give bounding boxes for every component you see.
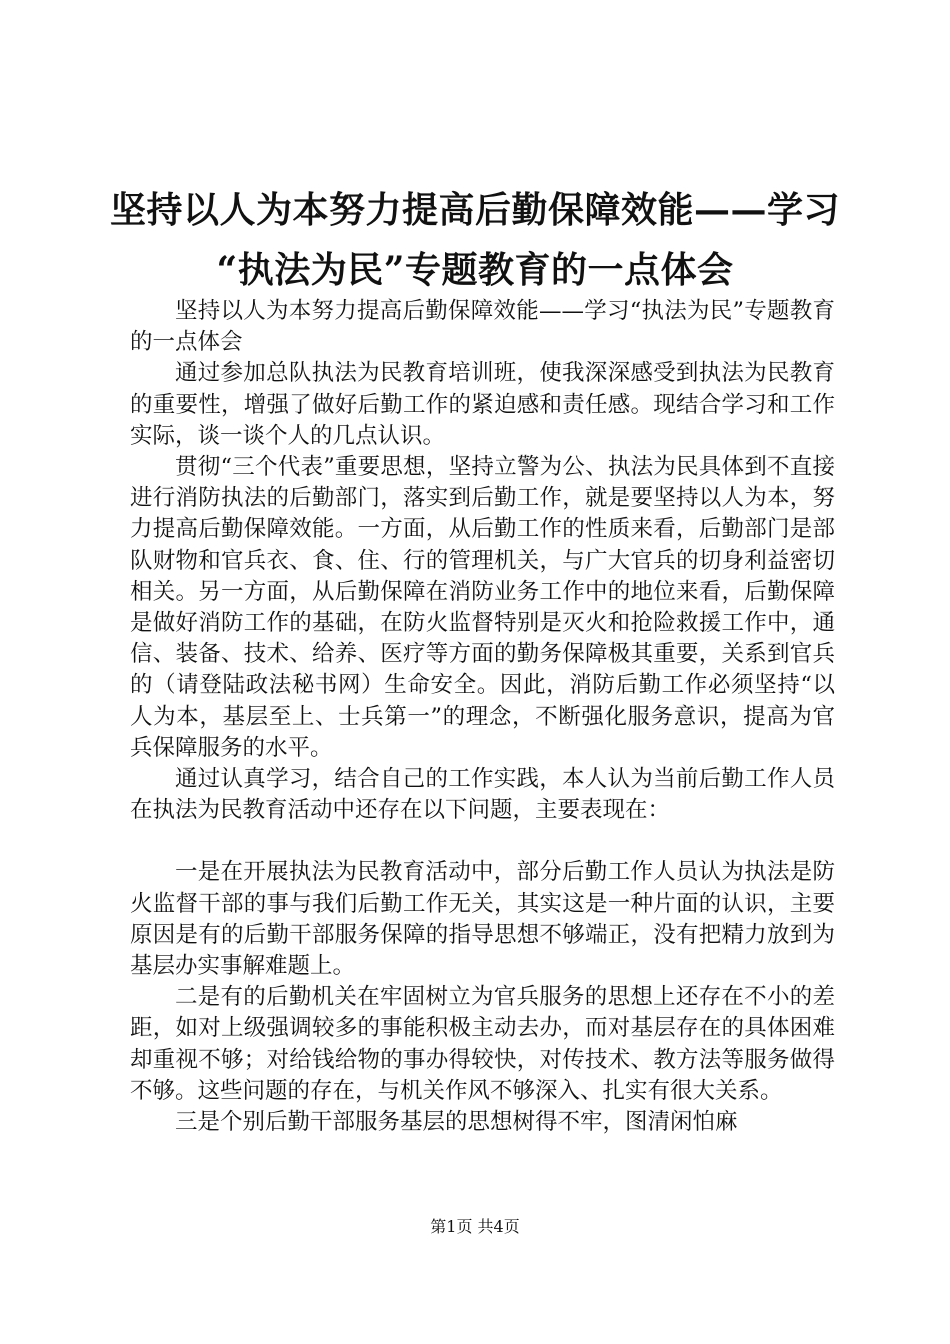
paragraph-significance: 贯彻“三个代表”重要思想，坚持立警为公、执法为民具体到不直接进行消防执法的后勤部门，落实到后勤工作，就是要坚持以人为本，努力提高后勤保障效能。一方面，从后勤工作的性质来看，后勤部门是部队财物和官兵衣、食、住、行的管理机关，与广大官兵的切身利益密切相关。另一方面，从后勤保障在消防业务工作中的地位来看，后勤保障是做好消防工作的基础，在防火监督特别是灭火和抢险救援工作中，通信、装备、技术、给养、医疗等方面的勤务保障极其重要，关系到官兵的（请登陆政法秘书网）生命安全。因此，消防后勤工作必须坚持“以人为本，基层至上、士兵第一”的理念，不断强化服务意识，提高为官兵保障服务的水平。	[130, 454, 835, 761]
page-number-footer: 第1页 共4页	[430, 1217, 520, 1236]
paragraph-problems-lead: 通过认真学习，结合自己的工作实践，本人认为当前后勤工作人员在执法为民教育活动中还存在以下问题，主要表现在：	[130, 766, 835, 824]
paragraph-intro: 通过参加总队执法为民教育培训班，使我深深感受到执法为民教育的重要性，增强了做好后勤工作的紧迫感和责任感。现结合学习和工作实际，谈一谈个人的几点认识。	[130, 360, 835, 449]
paragraph-problem-one: 一是在开展执法为民教育活动中，部分后勤工作人员认为执法是防火监督干部的事与我们后勤工作无关，其实这是一种片面的认识，主要原因是有的后勤干部服务保障的指导思想不够端正，没有把精力放到为基层办实事解难题上。	[130, 859, 835, 980]
document-title-line-2: “执法为民”专题教育的一点体会	[216, 249, 734, 291]
paragraph-problem-three: 三是个别后勤干部服务基层的思想树得不牢，图清闲怕麻	[175, 1109, 738, 1136]
document-body	[130, 296, 835, 1138]
document-title-line-1: 坚持以人为本努力提高后勤保障效能——学习	[109, 189, 840, 231]
paragraph-repeated-title: 坚持以人为本努力提高后勤保障效能——学习“执法为民”专题教育的一点体会	[130, 298, 835, 356]
paragraph-problem-two: 二是有的后勤机关在牢固树立为官兵服务的思想上还存在不小的差距，如对上级强调较多的事能积极主动去办，而对基层存在的具体困难却重视不够；对给钱给物的事办得较快，对传技术、教方法等服务做得不够。这些问题的存在，与机关作风不够深入、扎实有很大关系。	[130, 984, 835, 1104]
